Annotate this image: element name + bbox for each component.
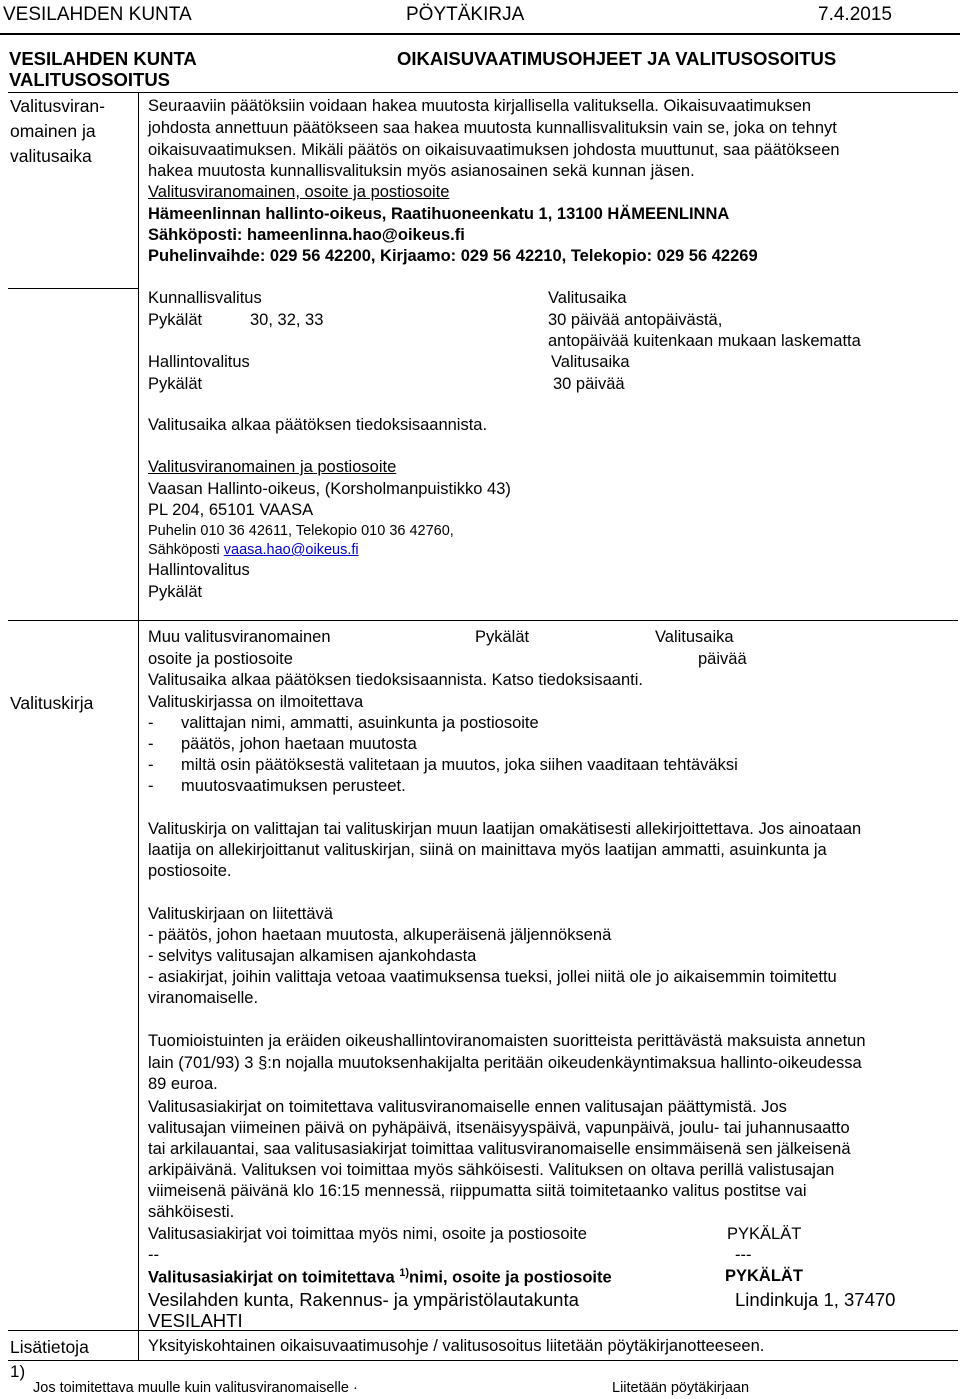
header-doc-type: PÖYTÄKIRJA	[406, 4, 525, 25]
table-column-divider	[138, 92, 139, 1360]
municipal-appeal-label: Kunnallisvalitus	[148, 289, 262, 307]
table-bottom-border	[8, 1360, 958, 1361]
sign-line-2: laatija on allekirjoittanut valituskirjan, siinä on mainittava myös laatijan ammatti, asuinkunta ja	[148, 841, 827, 859]
intro-line-2: johdosta annettuun päätökseen saa hakea muutosta kunnallisvalituksin vain se, joka on tehnyt	[148, 119, 837, 137]
vaasa-heading: Valitusviranomainen ja postiosoite	[148, 458, 397, 476]
attach-line-3: - asiakirjat, joihin valittaja vetoaa vaatimuksensa tueksi, jollei niitä ole jo aikaisemmin toimitettu	[148, 968, 837, 986]
alt-delivery: Valitusasiakirjat voi toimittaa myös nimi, osoite ja postiosoite	[148, 1225, 587, 1243]
fee-line-2: lain (701/93) 3 §:n nojalla muutoksenhakijalta peritään oikeudenkäyntimaksua hallinto-oikeudessa	[148, 1054, 862, 1072]
other-authority-days: päivää	[698, 650, 747, 668]
other-authority-label-1: Muu valitusviranomainen	[148, 628, 331, 646]
table-top-border	[8, 92, 958, 93]
vaasa-email-link[interactable]: vaasa.hao@oikeus.fi	[223, 542, 359, 558]
recipient-city: VESILAHTI	[148, 1310, 243, 1331]
delivery-line-3: tai arkilauantai, saa valitusasiakirjat toimittaa valitusviranomaiselle ensimmäisenä sen jälkeisenä	[148, 1140, 851, 1158]
hameenlinna-email: Sähköposti: hameenlinna.hao@oikeus.fi	[148, 226, 465, 244]
municipal-sections-label: Pykälät	[148, 311, 203, 329]
fee-line-1: Tuomioistuinten ja eräiden oikeushallintoviranomaisten suoritteista perittävästä maksuista annetun	[148, 1032, 866, 1050]
vaasa-email-prefix: Sähköposti	[148, 542, 224, 558]
vaasa-line-1: Vaasan Hallinto-oikeus, (Korsholmanpuistikko 43)	[148, 480, 511, 498]
admin-period-label: Valitusaika	[551, 353, 630, 371]
other-authority-label-2: osoite ja postiosoite	[148, 650, 293, 668]
letter-item-text: päätös, johon haetaan muutosta	[181, 735, 417, 753]
recipient: Vesilahden kunta, Rakennus- ja ympäristölautakunta	[148, 1289, 579, 1310]
sidebar-authority-line-1: Valitusviran-	[10, 96, 105, 116]
delivery-line-5: viimeisenä päivänä klo 16:15 mennessä, riippumatta siitä toimitetaanko valitus postitse vai	[148, 1182, 807, 1200]
footnote-right: Liitetään pöytäkirjaan	[612, 1380, 750, 1396]
bullet-dash: -	[148, 735, 154, 753]
delivery-line-6: sähköisesti.	[148, 1203, 235, 1221]
sign-line-3: postiosoite.	[148, 862, 232, 880]
municipal-note: antopäivää kuitenkaan mukaan laskematta	[548, 332, 861, 350]
fee-line-3: 89 euroa.	[148, 1075, 218, 1093]
dash-right: ---	[735, 1246, 752, 1264]
bullet-dash: -	[148, 777, 154, 795]
letter-item-text: miltä osin päätöksestä valitetaan ja muutos, joka siihen vaaditaan tehtäväksi	[181, 756, 738, 774]
header-rule	[0, 33, 960, 35]
other-authority-start: Valitusaika alkaa päätöksen tiedoksisaannista. Katso tiedoksisaanti.	[148, 671, 643, 689]
letter-item-text: muutosvaatimuksen perusteet.	[181, 777, 406, 795]
delivery-line-1: Valitusasiakirjat on toimitettava valitusviranomaiselle ennen valitusajan päättymistä. Jos	[148, 1098, 787, 1116]
letter-intro: Valituskirjassa on ilmoitettava	[148, 693, 364, 711]
attach-line-2: - selvitys valitusajan alkamisen ajankohdasta	[148, 947, 477, 965]
vaasa-line-2: PL 204, 65101 VAASA	[148, 501, 314, 519]
section-divider	[8, 620, 958, 621]
title-section: VALITUSOSOITUS	[9, 69, 171, 90]
vaasa-line-5: Hallintovalitus	[148, 561, 250, 579]
attach-line-4: viranomaiselle.	[148, 989, 259, 1007]
admin-appeal-label: Hallintovalitus	[148, 353, 250, 371]
dash-left: --	[148, 1246, 159, 1264]
must-delivery-b: nimi, osoite ja postiosoite	[409, 1268, 612, 1287]
municipal-sections: 30, 32, 33	[250, 311, 324, 329]
hameenlinna-phones: Puhelinvaihde: 029 56 42200, Kirjaamo: 029 56 42210, Telekopio: 029 56 42269	[148, 247, 758, 265]
period-start-note: Valitusaika alkaa päätöksen tiedoksisaannista.	[148, 416, 488, 434]
sidebar-authority-line-2: omainen ja	[10, 121, 96, 141]
sidebar-letter-label: Valituskirja	[10, 693, 94, 713]
municipal-period: 30 päivää antopäivästä,	[548, 311, 723, 329]
sign-line-1: Valituskirja on valittajan tai valituskirjan muun laatijan omakätisesti allekirjoittettava. Jos ainoataan	[148, 820, 862, 838]
sidebar-authority-line-3: valitusaika	[10, 146, 92, 166]
intro-line-1: Seuraaviin päätöksiin voidaan hakea muutosta kirjallisella valituksella. Oikaisuvaatimuksen	[148, 97, 812, 115]
hameenlinna-address: Hämeenlinnan hallinto-oikeus, Raatihuoneenkatu 1, 13100 HÄMEENLINNA	[148, 205, 730, 223]
vaasa-line-3: Puhelin 010 36 42611, Telekopio 010 36 42760,	[148, 523, 454, 539]
attach-line-1: - päätös, johon haetaan muutosta, alkuperäisenä jäljennöksenä	[148, 926, 612, 944]
must-delivery	[148, 1267, 612, 1288]
letter-item-text: valittajan nimi, ammatti, asuinkunta ja postiosoite	[181, 714, 539, 732]
recipient-address: Lindinkuja 1, 37470	[735, 1289, 896, 1310]
must-delivery-sections: PYKÄLÄT	[725, 1267, 803, 1285]
must-delivery-a: Valitusasiakirjat on toimitettava	[148, 1268, 400, 1287]
bullet-dash: -	[148, 714, 154, 732]
letter-item-2	[148, 735, 417, 754]
footnote-mark: 1)	[10, 1362, 26, 1381]
sidebar-info-label: Lisätietoja	[10, 1337, 89, 1357]
vaasa-line-6: Pykälät	[148, 583, 203, 601]
other-authority-sections: Pykälät	[475, 628, 530, 646]
letter-item-1	[148, 714, 539, 733]
admin-period: 30 päivää	[553, 375, 625, 393]
admin-sections-label: Pykälät	[148, 375, 203, 393]
footnote-ref: 1)	[399, 1267, 410, 1279]
sidebar-divider-1	[8, 288, 138, 289]
delivery-line-4: arkipäivänä. Valituksen voi toimittaa myös sähköisesti. Valituksen on oltava perillä valistusajan	[148, 1161, 835, 1179]
title-org: VESILAHDEN KUNTA	[9, 48, 197, 69]
header-date: 7.4.2015	[818, 4, 892, 25]
vaasa-email-line	[148, 542, 359, 558]
alt-delivery-sections: PYKÄLÄT	[727, 1225, 802, 1243]
attach-heading: Valituskirjaan on liitettävä	[148, 905, 333, 923]
municipal-period-label: Valitusaika	[548, 289, 627, 307]
footnote-text: Jos toimitettava muulle kuin valitusviranomaiselle ·	[33, 1380, 358, 1396]
bullet-dash: -	[148, 756, 154, 774]
info-text: Yksityiskohtainen oikaisuvaatimusohje / valitusosoitus liitetään pöytäkirjanotteeseen.	[148, 1337, 765, 1355]
letter-item-4	[148, 777, 406, 796]
intro-line-3: oikaisuvaatimuksen. Mikäli päätös on oikaisuvaatimuksen johdosta muuttunut, saa päätökseen	[148, 141, 840, 159]
intro-line-4: hakea muutosta kunnallisvalituksin myös asianosainen sekä kunnan jäsen.	[148, 162, 695, 180]
delivery-line-2: valitusajan viimeinen päivä on pyhäpäivä, itsenäisyyspäivä, vapunpäivä, joulu- tai juhannusaatto	[148, 1119, 850, 1137]
hameenlinna-heading: Valitusviranomainen, osoite ja postiosoite	[148, 183, 450, 201]
title-main: OIKAISUVAATIMUSOHJEET JA VALITUSOSOITUS	[397, 48, 837, 69]
letter-item-3	[148, 756, 738, 775]
header-org: VESILAHDEN KUNTA	[3, 4, 192, 25]
other-authority-period: Valitusaika	[655, 628, 734, 646]
